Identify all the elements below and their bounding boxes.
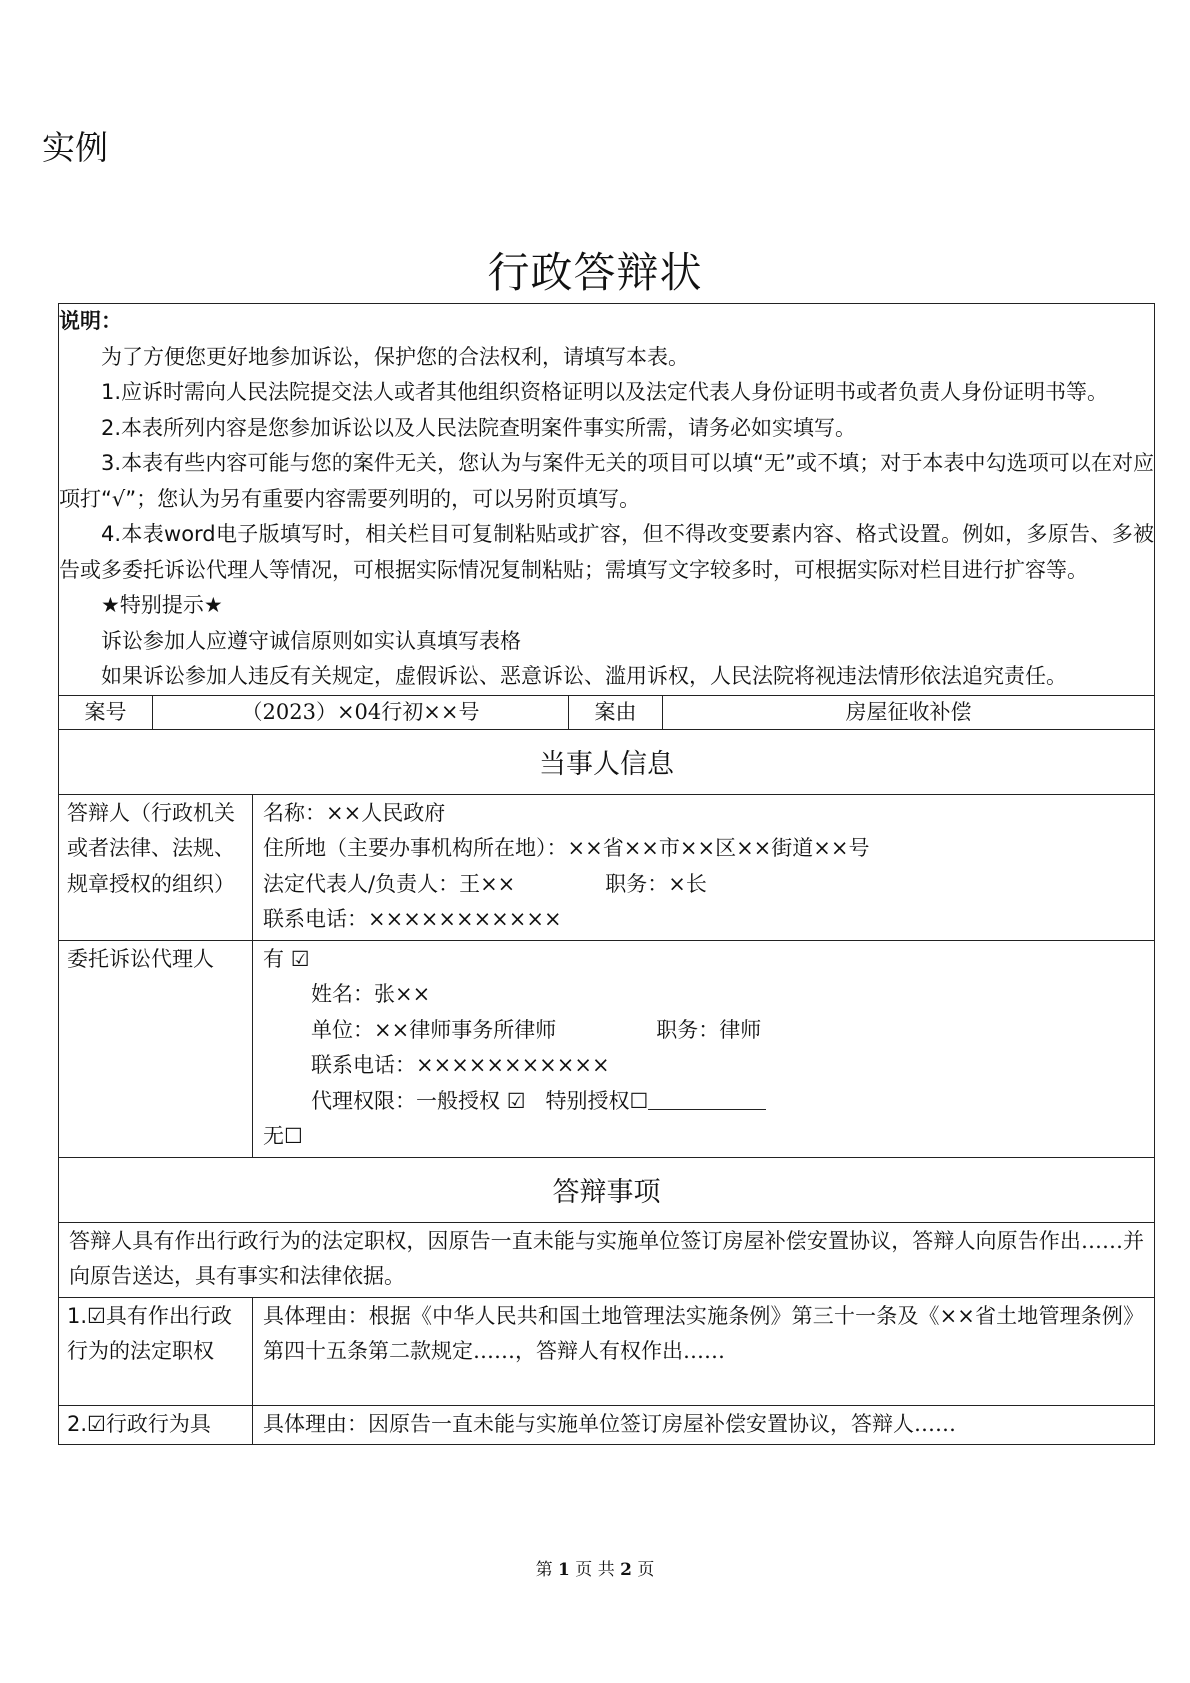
respondent-row [59, 794, 1155, 940]
case-cause-value[interactable]: 房屋征收补偿 [663, 695, 1155, 729]
instruction-paragraph: 诉讼参加人应遵守诚信原则如实认真填写表格 [101, 628, 521, 653]
special-authority-label: 特别授权 [545, 1088, 630, 1113]
case-row [59, 695, 1155, 729]
total-page-number: 2 [620, 1560, 632, 1580]
instruction-paragraph: 1.应诉时需向人民法院提交法人或者其他组织资格证明以及法定代表人身份证明书或者负责人身份证明书等。 [101, 380, 1109, 404]
agent-has-label: 有 [263, 946, 284, 971]
instruction-paragraph: 3.本表有些内容可能与您的案件无关，您认为与案件无关的项目可以填“无”或不填；对于本表中勾选项可以在对应项打“√”；您认为另有重要内容需要列明的，可以另附页填写。 [59, 451, 1155, 511]
defense-item-row [59, 1297, 1155, 1405]
case-cause-label: 案由 [569, 695, 663, 729]
respondent-info[interactable] [253, 794, 1155, 940]
respondent-label: 答辩人（行政机关或者法律、法规、规章授权的组织） [59, 794, 253, 940]
defense-item-label: 2.☑行政行为具 [59, 1405, 253, 1445]
instruction-paragraph: 4.本表word电子版填写时，相关栏目可复制粘贴或扩容，但不得改变要素内容、格式设置。例如，多原告、多被告或多委托诉讼代理人等情况，可根据实际情况复制粘贴；需填写文字较多时，可根据实际对栏目进行扩容等。 [59, 522, 1155, 582]
agent-unit-line [263, 1013, 1144, 1049]
instruction-paragraph: 如果诉讼参加人违反有关规定，虚假诉讼、恶意诉讼、滥用诉权，人民法院将视违法情形依法追究责任。 [101, 664, 1067, 688]
defense-section-row [59, 1157, 1155, 1222]
instructions-heading: 说明： [59, 309, 122, 333]
case-number-label: 案号 [59, 695, 153, 729]
defense-summary[interactable]: 答辩人具有作出行政行为的法定职权，因原告一直未能与实施单位签订房屋补偿安置协议，答辩人向原告作出……并向原告送达，具有事实和法律依据。 [59, 1222, 1155, 1297]
respondent-phone: 联系电话：××××××××××× [263, 907, 562, 931]
agent-none-line [263, 1119, 1144, 1155]
document-title: 行政答辩状 [487, 248, 703, 297]
agent-info[interactable] [253, 940, 1155, 1157]
general-authority-label: 一般授权 [416, 1088, 500, 1113]
agent-none-label: 无 [263, 1124, 284, 1148]
party-section-title: 当事人信息 [59, 729, 1155, 794]
footer-middle: 页 共 [575, 1560, 615, 1580]
current-page-number: 1 [558, 1560, 570, 1580]
defense-item-reason[interactable]: 具体理由：根据《中华人民共和国土地管理法实施条例》第三十一条及《××省土地管理条例》第四十五条第二款规定……，答辩人有权作出…… [253, 1297, 1155, 1405]
respondent-representative-line [263, 867, 1144, 903]
page-footer [0, 1555, 1190, 1580]
agent-authority-line [263, 1084, 1144, 1120]
respondent-position: 职务：×长 [605, 871, 707, 896]
defense-item-reason[interactable]: 具体理由：因原告一直未能与实施单位签订房屋补偿安置协议，答辩人…… [253, 1405, 1155, 1445]
footer-prefix: 第 [535, 1560, 553, 1580]
respondent-name: 名称：××人民政府 [263, 800, 446, 825]
case-number-value[interactable]: （2023）×04行初××号 [153, 695, 569, 729]
agent-position: 职务：律师 [656, 1017, 762, 1042]
special-authority-checkbox[interactable]: ☐ [629, 1088, 649, 1113]
instructions-row [59, 304, 1155, 696]
instruction-paragraph: 2.本表所列内容是您参加诉讼以及人民法院查明案件事实所需，请务必如实填写。 [101, 415, 857, 440]
respondent-representative: 法定代表人/负责人：王×× [263, 871, 516, 896]
general-authority-checkbox[interactable]: ☑ [506, 1088, 526, 1113]
special-notice-heading: ★特别提示★ [101, 593, 223, 617]
agent-has-checkbox[interactable]: ☑ [290, 946, 310, 971]
respondent-address: 住所地（主要办事机构所在地）：××省××市××区××街道××号 [263, 836, 870, 860]
agent-label: 委托诉讼代理人 [59, 940, 253, 1157]
special-authority-blank[interactable] [648, 1085, 766, 1110]
agent-has-line [263, 942, 1144, 978]
defense-summary-row [59, 1222, 1155, 1297]
example-label: 实例 [42, 128, 108, 167]
party-section-row [59, 729, 1155, 794]
agent-none-checkbox[interactable]: ☐ [284, 1124, 303, 1148]
footer-suffix: 页 [637, 1560, 655, 1580]
defense-item-label: 1.☑具有作出行政行为的法定职权 [59, 1297, 253, 1405]
agent-row [59, 940, 1155, 1157]
instruction-paragraph: 为了方便您更好地参加诉讼，保护您的合法权利，请填写本表。 [101, 344, 689, 369]
agent-unit: 单位：××律师事务所律师 [311, 1017, 557, 1042]
agent-name: 姓名：张×× [311, 982, 431, 1006]
defense-section-title: 答辩事项 [59, 1157, 1155, 1222]
agent-authority-label: 代理权限： [311, 1088, 416, 1113]
answer-form [58, 303, 1155, 1445]
instructions-block [59, 304, 1155, 696]
defense-item-row [59, 1405, 1155, 1445]
agent-phone: 联系电话：××××××××××× [311, 1053, 610, 1077]
